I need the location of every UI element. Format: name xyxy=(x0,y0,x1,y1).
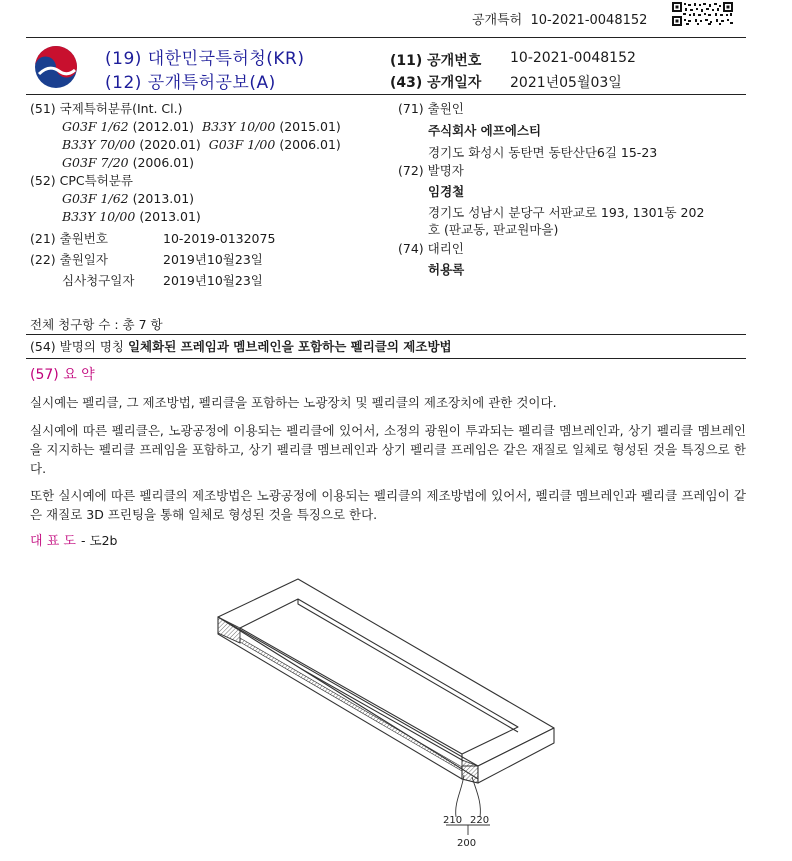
abstract-paragraph-1: 실시예는 펠리클, 그 제조방법, 펠리클을 포함하는 노광장치 및 펠리클의 제조장치에 관한 것이다. xyxy=(30,395,557,410)
header-doc-id xyxy=(472,9,647,28)
header-doc-type: 공개특허 xyxy=(472,13,523,28)
pellicle-drawing xyxy=(200,570,570,861)
office-line2: (12) 공개특허공보(A) xyxy=(105,73,276,93)
cpc-label: (52) CPC특허분류 xyxy=(30,173,133,188)
inventor-address-2: 호 (판교동, 판교원마을) xyxy=(428,222,559,237)
ipc-code: B33Y 70/00 xyxy=(62,137,136,152)
invention-title xyxy=(30,338,452,356)
app-number-label: (21) 출원번호 xyxy=(30,231,108,246)
representative-label: 대 표 도 xyxy=(30,534,76,549)
cpc-row-1: G03F 1/62 (2013.01) xyxy=(62,191,195,206)
app-date-value: 2019년10월23일 xyxy=(163,252,263,267)
app-date-label: (22) 출원일자 xyxy=(30,252,108,267)
title-value: 일체화된 프레임과 멤브레인을 포함하는 펠리클의 제조방법 xyxy=(127,339,452,354)
label-200: 200 xyxy=(457,838,477,849)
ipc-code: G03F 7/20 xyxy=(62,155,129,170)
ipc-code: G03F 1/62 xyxy=(62,119,129,134)
header-doc-number: 10-2021-0048152 xyxy=(530,13,648,28)
office-line1: (19) 대한민국특허청(KR) xyxy=(105,49,305,69)
ipc-label: (51) 국제특허분류(Int. Cl.) xyxy=(30,101,183,116)
ipc-row-3: G03F 7/20 (2006.01) xyxy=(62,155,195,170)
inventor-name: 임경철 xyxy=(428,184,465,199)
title-rule-bottom xyxy=(26,358,746,359)
top-rule xyxy=(26,37,746,38)
agent-label: (74) 대리인 xyxy=(398,241,464,256)
applicant-address: 경기도 화성시 동탄면 동탄산단6길 15-23 xyxy=(428,145,658,160)
abstract-paragraph-3: 또한 실시예에 따른 펠리클의 제조방법은 노광공정에 이용되는 펠리클의 제조방법에 있어서, 펠리클 멤브레인과 펠리클 프레임이 같은 재질로 3D 프린팅을 통해 일체로 형성된 것을 특징으로 한다. xyxy=(30,488,746,522)
qr-code-icon xyxy=(672,2,734,26)
pub-date-label: (43) 공개일자 xyxy=(390,75,482,91)
claims-count: 전체 청구항 수 : 총 7 항 xyxy=(30,317,163,332)
ipc-code: B33Y 10/00 xyxy=(202,119,276,134)
pub-date-value: 2021년05월03일 xyxy=(510,75,622,91)
taegeuk-emblem-icon xyxy=(33,44,79,90)
ipc-code: G03F 1/00 xyxy=(208,137,276,152)
representative-value: - 도2b xyxy=(81,533,118,548)
pub-number-value: 10-2021-0048152 xyxy=(510,50,636,66)
exam-date-value: 2019년10월23일 xyxy=(163,273,263,288)
abstract-heading: (57) 요 약 xyxy=(30,367,95,383)
label-220: 220 xyxy=(470,815,490,826)
ipc-row-1: G03F 1/62 (2012.01) B33Y 10/00 (2015.01) xyxy=(62,119,341,134)
applicant-label: (71) 출원인 xyxy=(398,101,464,116)
title-rule-top xyxy=(26,334,746,335)
inventor-address-1: 경기도 성남시 분당구 서판교로 193, 1301동 202 xyxy=(428,205,705,220)
applicant-name: 주식회사 에프에스티 xyxy=(428,123,542,138)
inventor-label: (72) 발명자 xyxy=(398,163,464,178)
cpc-code: B33Y 10/00 xyxy=(62,209,136,224)
agent-name: 허용록 xyxy=(428,262,465,277)
abstract-paragraph-2: 실시예에 따른 펠리클은, 노광공정에 이용되는 펠리클에 있어서, 소정의 광원이 투과되는 펠리클 멤브레인과, 상기 펠리클 멤브레인을 지지하는 펠리클 프레임을 포함하고, 상기 펠리클 멤브레인과 상기 펠리클 프레임은 같은 재질로 일체로 형성된 것을 특징으로 한다. xyxy=(30,423,746,476)
exam-date-label: 심사청구일자 xyxy=(62,273,135,288)
cpc-code: G03F 1/62 xyxy=(62,191,129,206)
header-rule xyxy=(26,94,746,95)
ipc-row-2: B33Y 70/00 (2020.01) G03F 1/00 (2006.01) xyxy=(62,137,341,152)
cpc-row-2: B33Y 10/00 (2013.01) xyxy=(62,209,201,224)
representative-figure xyxy=(30,530,118,550)
label-210: 210 xyxy=(443,815,463,826)
pub-number-label: (11) 공개번호 xyxy=(390,53,482,69)
app-number-value: 10-2019-0132075 xyxy=(163,231,276,246)
title-label: (54) 발명의 명칭 xyxy=(30,339,124,354)
